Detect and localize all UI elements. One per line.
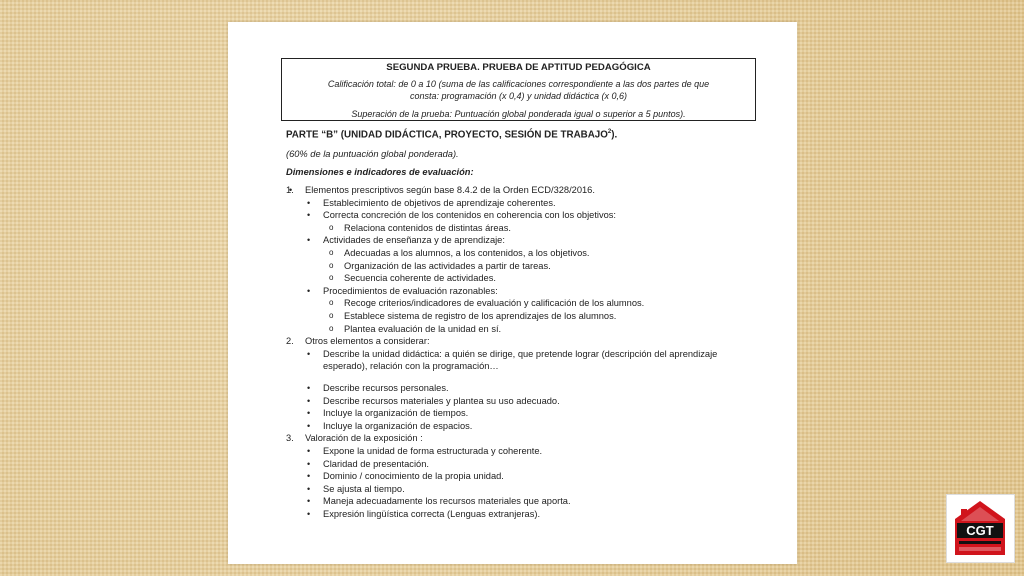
list-item: • Incluye la organización de espacios. [286, 420, 776, 433]
section-2 [286, 335, 776, 432]
box-line-consta: consta: programación (x 0,4) y unidad didáctica (x 0,6) [409, 91, 628, 101]
section-2-title: 2. Otros elementos a considerar: [286, 336, 430, 347]
section-3-title: 3. Valoración de la exposición : [286, 433, 423, 444]
list-item: • Procedimientos de evaluación razonables: [286, 285, 776, 298]
section-3 [286, 432, 776, 520]
cgt-logo-text: CGT [966, 523, 994, 538]
list-item: • Dominio / conocimiento de la propia unidad. [286, 470, 776, 483]
section-1-title: • 1. Elementos prescriptivos según base 8.4.2 de la Orden ECD/328/2016. [286, 184, 776, 197]
parte-heading: PARTE “B” (UNIDAD DIDÁCTICA, PROYECTO, SESIÓN DE TRABAJO$^2$). [286, 129, 618, 141]
cgt-logo-graphic [947, 495, 1014, 562]
sub-list-item: o Establece sistema de registro de los aprendizajes de los alumnos. [286, 310, 776, 323]
document-page [228, 22, 797, 564]
sub-list-item: o Recoge criterios/indicadores de evaluación y calificación de los alumnos. [286, 297, 776, 310]
sub-list-item: o Adecuadas a los alumnos, a los contenidos, a los objetivos. [286, 247, 776, 260]
list-item: • Incluye la organización de tiempos. [286, 407, 776, 420]
box-line-superacion: Superación de la prueba: Puntuación global ponderada igual o superior a 5 puntos). [351, 109, 686, 119]
box-line-calificacion: Calificación total: de 0 a 10 (suma de las calificaciones correspondiente a las dos partes de que [327, 79, 710, 89]
section-1 [286, 184, 776, 335]
list-item: • Claridad de presentación. [286, 458, 776, 471]
sub-list-item: o Relaciona contenidos de distintas áreas. [286, 222, 776, 235]
list-item: • Establecimiento de objetivos de aprendizaje coherentes. [286, 197, 776, 210]
sub-list-item: o Organización de las actividades a partir de tareas. [286, 260, 776, 273]
list-item: • Expone la unidad de forma estructurada y coherente. [286, 445, 776, 458]
document-body [286, 126, 776, 520]
list-item: • Expresión lingüística correcta (Lenguas extranjeras). [286, 508, 776, 521]
box-title: SEGUNDA PRUEBA. PRUEBA DE APTITUD PEDAGÓGICA [386, 62, 651, 73]
parte-subtitle: (60% de la puntuación global ponderada). [286, 148, 459, 159]
list-item: • Describe recursos materiales y plantea su uso adecuado. [286, 395, 776, 408]
footnote-mark: 2 [607, 129, 612, 135]
dimensiones-heading: Dimensiones e indicadores de evaluación: [286, 167, 474, 178]
list-item: • Describe la unidad didáctica: a quién se dirige, que pretende lograr (descripción del aprendizaje esperado), relación con la programación… [286, 348, 723, 373]
list-item: • Maneja adecuadamente los recursos materiales que aporta. [286, 495, 776, 508]
cgt-logo [946, 494, 1015, 563]
list-item: • Se ajusta al tiempo. [286, 483, 776, 496]
sub-list-item: o Secuencia coherente de actividades. [286, 272, 776, 285]
header-box [281, 58, 756, 121]
list-item: • Correcta concreción de los contenidos en coherencia con los objetivos: [286, 209, 776, 222]
list-item: • Describe recursos personales. [286, 382, 776, 395]
list-item: • Actividades de enseñanza y de aprendizaje: [286, 234, 776, 247]
sub-list-item: o Plantea evaluación de la unidad en sí. [286, 323, 776, 336]
